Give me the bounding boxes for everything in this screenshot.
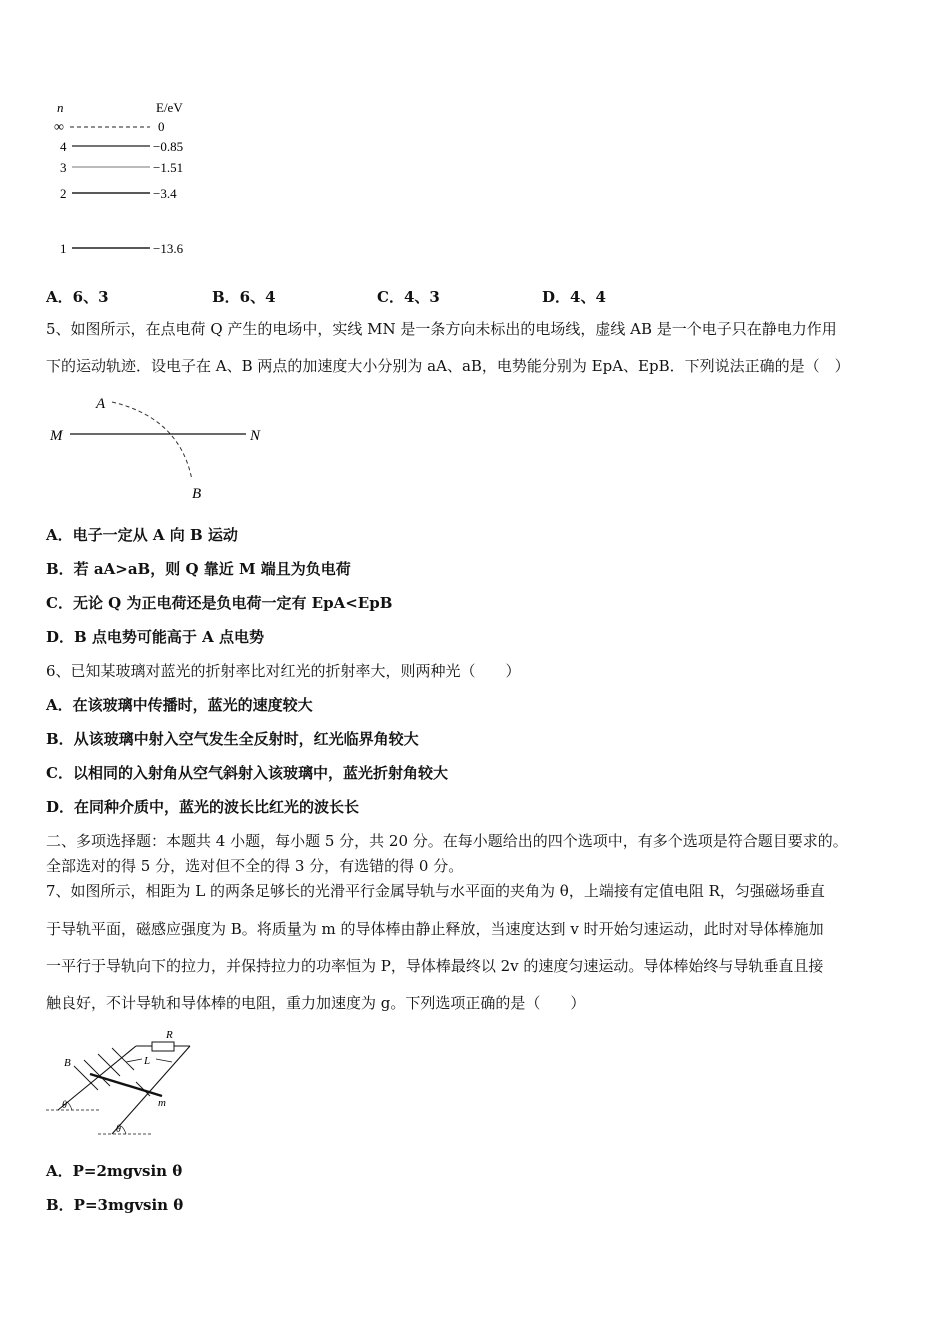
label-a: A xyxy=(96,396,106,412)
q7-option-b[interactable]: B．P=3mgvsin θ xyxy=(46,1196,184,1214)
q4-option-d[interactable]: D．4、4 xyxy=(542,288,606,306)
q6-option-a[interactable]: A．在该玻璃中传播时，蓝光的速度较大 xyxy=(46,696,313,714)
label-theta-left: θ xyxy=(62,1100,67,1111)
b-arrow-3 xyxy=(98,1054,120,1076)
label-b: B xyxy=(192,486,202,502)
l-dimension-right xyxy=(156,1059,172,1062)
label-m-rod: m xyxy=(158,1097,166,1109)
q4-option-b[interactable]: B．6、4 xyxy=(212,288,276,306)
b-arrow-4 xyxy=(112,1048,134,1070)
q7-option-a[interactable]: A．P=2mgvsin θ xyxy=(46,1162,183,1180)
section2-heading-line2: 全部选对的得 5 分，选对但不全的得 3 分，有选错的得 0 分。 xyxy=(46,857,464,875)
q4-option-c[interactable]: C．4、3 xyxy=(377,288,440,306)
q5-option-d[interactable]: D．B 点电势可能高于 A 点电势 xyxy=(46,628,264,646)
rail-left xyxy=(58,1046,136,1110)
resistor-r xyxy=(152,1042,174,1051)
energy-level-diagram xyxy=(40,98,220,263)
q4-options xyxy=(46,286,746,308)
level-n-2: 2 xyxy=(60,186,67,201)
q7-stem-line3: 一平行于导轨向下的拉力，并保持拉力的功率恒为 P，导体棒最终以 2v 的速度匀速运动。导体棒始终与导轨垂直且接 xyxy=(46,957,824,975)
section2-heading-line1: 二、多项选择题：本题共 4 小题，每小题 5 分，共 20 分。在每小题给出的四个选项中，有多个选项是符合题目要求的。 xyxy=(46,832,848,850)
q7-incline-rails-figure xyxy=(40,1024,210,1140)
l-dimension xyxy=(126,1059,142,1062)
level-n-4: 4 xyxy=(60,139,67,154)
q4-option-a[interactable]: A．6、3 xyxy=(46,288,109,306)
angle-arc-left xyxy=(67,1102,72,1110)
q5-field-line-figure xyxy=(40,388,280,508)
q6-option-d[interactable]: D．在同种介质中，蓝光的波长比红光的波长长 xyxy=(46,798,360,816)
level-e-inf: 0 xyxy=(158,119,165,134)
trajectory-ab xyxy=(112,402,192,480)
level-e-4: −0.85 xyxy=(153,139,184,154)
b-arrow-2 xyxy=(84,1060,110,1086)
q7-stem-line4: 触良好，不计导轨和导体棒的电阻，重力加速度为 g。下列选项正确的是（ ） xyxy=(46,994,586,1012)
level-e-1: −13.6 xyxy=(153,241,184,256)
q5-stem-line1: 5、如图所示，在点电荷 Q 产生的电场中，实线 MN 是一条方向未标出的电场线，虚线 AB 是一个电子只在静电力作用 xyxy=(46,320,837,338)
q6-option-c[interactable]: C．以相同的入射角从空气斜射入该玻璃中，蓝光折射角较大 xyxy=(46,764,448,782)
n-axis-label: n xyxy=(57,100,64,115)
q5-option-c[interactable]: C．无论 Q 为正电荷还是负电荷一定有 EpA<EpB xyxy=(46,594,393,612)
q7-stem-line2: 于导轨平面，磁感应强度为 B。将质量为 m 的导体棒由静止释放，当速度达到 v 时开始匀速运动，此时对导体棒施加 xyxy=(46,920,824,938)
label-l: L xyxy=(144,1055,151,1067)
level-n-inf: ∞ xyxy=(54,120,64,135)
label-m: M xyxy=(50,428,63,444)
q7-stem-line1: 7、如图所示，相距为 L 的两条足够长的光滑平行金属导轨与水平面的夹角为 θ，上端接有定值电阻 R，匀强磁场垂直 xyxy=(46,882,825,900)
q6-stem: 6、已知某玻璃对蓝光的折射率比对红光的折射率大，则两种光（ ） xyxy=(46,662,521,680)
q5-option-b[interactable]: B．若 aA>aB，则 Q 靠近 M 端且为负电荷 xyxy=(46,560,351,578)
label-r: R xyxy=(166,1029,173,1041)
level-n-1: 1 xyxy=(60,241,67,256)
q6-option-b[interactable]: B．从该玻璃中射入空气发生全反射时，红光临界角较大 xyxy=(46,730,419,748)
label-n: N xyxy=(250,428,261,444)
level-n-3: 3 xyxy=(60,160,67,175)
label-b-field: B xyxy=(64,1057,71,1069)
q5-option-a[interactable]: A．电子一定从 A 向 B 运动 xyxy=(46,526,238,544)
level-e-3: −1.51 xyxy=(153,160,184,175)
energy-axis-label: E/eV xyxy=(156,100,183,115)
level-e-2: −3.4 xyxy=(153,186,177,201)
angle-arc-right xyxy=(121,1126,126,1134)
label-theta-right: θ xyxy=(116,1124,121,1135)
q5-stem-line2: 下的运动轨迹．设电子在 A、B 两点的加速度大小分别为 aA、aB，电势能分别为 EpA、EpB．下列说法正确的是（ ） xyxy=(46,357,850,375)
